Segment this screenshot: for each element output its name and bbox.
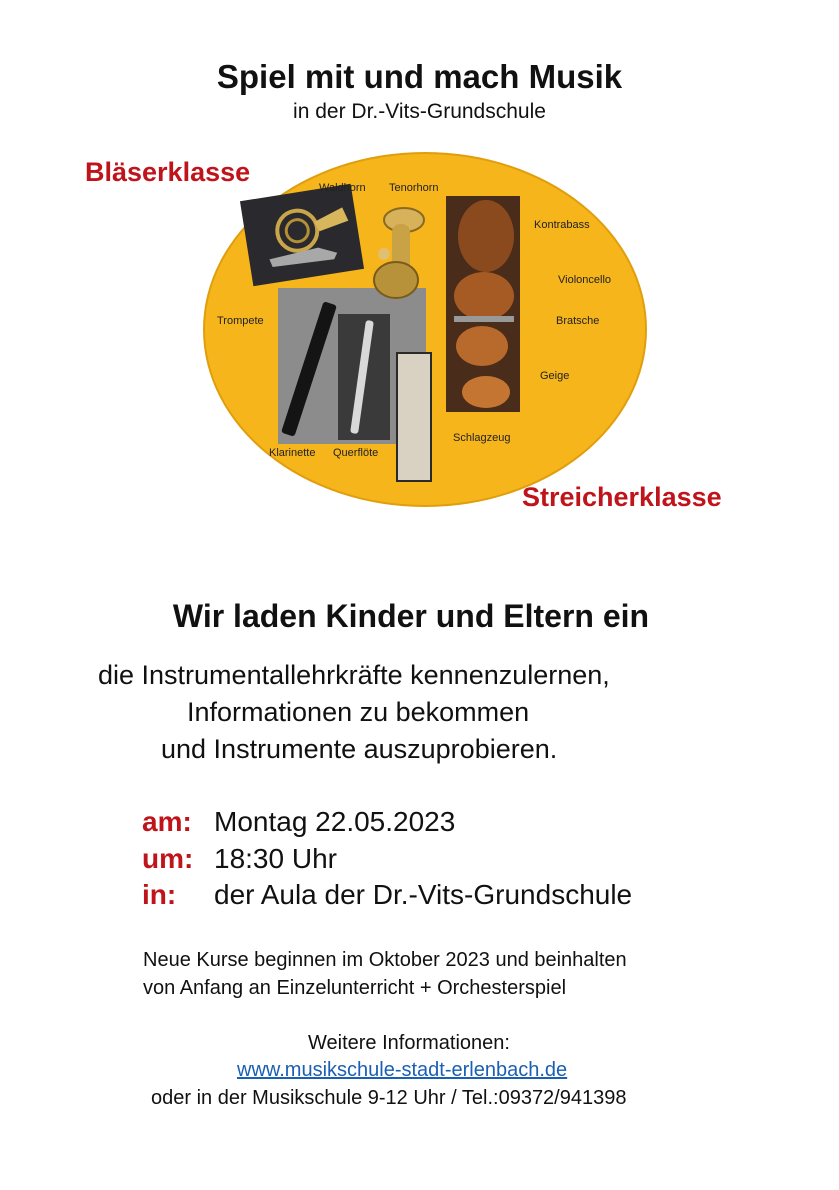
invite-line-3: und Instrumente auszuprobieren. (161, 734, 558, 764)
location-label: in: (142, 879, 177, 910)
time-label: um: (142, 843, 194, 874)
geige-label: Geige (540, 370, 570, 382)
waldhorn-image (240, 184, 364, 286)
kontrabass-label: Kontrabass (534, 219, 590, 231)
schlagzeug-image (396, 352, 432, 482)
tenorhorn-image (362, 198, 432, 311)
website-link[interactable]: www.musikschule-stadt-erlenbach.de (237, 1059, 568, 1081)
contact-phone-line: oder in der Musikschule 9-12 Uhr / Tel.:09372/941398 (151, 1087, 627, 1109)
streichinstrumente-image (446, 196, 520, 412)
time-value: 18:30 Uhr (214, 843, 337, 874)
trompete-label: Trompete (217, 315, 264, 327)
contact-label: Weitere Informationen: (308, 1032, 510, 1054)
page-subtitle: in der Dr.-Vits-Grundschule (293, 100, 546, 123)
querfloete-label: Querflöte (333, 447, 379, 459)
date-row (142, 806, 455, 838)
invite-heading: Wir laden Kinder und Eltern ein (172, 598, 650, 634)
invite-line-2: Informationen zu bekommen (187, 697, 530, 727)
location-value: der Aula der Dr.-Vits-Grundschule (214, 879, 633, 910)
courses-line-1: Neue Kurse beginnen im Oktober 2023 und beinhalten (143, 949, 627, 971)
violoncello-label: Violoncello (558, 274, 612, 286)
tenorhorn-label: Tenorhorn (389, 182, 439, 194)
schlagzeug-label: Schlagzeug (453, 432, 511, 444)
klarinette-label: Klarinette (269, 447, 316, 459)
invite-line-1: die Instrumentallehrkräfte kennenzulernen, (98, 660, 610, 690)
querfloete-image (338, 314, 390, 440)
location-row (142, 879, 632, 911)
date-value: Montag 22.05.2023 (214, 806, 456, 837)
time-row (142, 843, 337, 875)
blaeserklasse-heading: Bläserklasse (85, 157, 251, 187)
date-label: am: (142, 806, 192, 837)
page-title: Spiel mit und mach Musik (216, 58, 623, 95)
bratsche-label: Bratsche (556, 315, 600, 327)
courses-line-2: von Anfang an Einzelunterricht + Orchesterspiel (143, 977, 567, 999)
streicherklasse-heading: Streicherklasse (522, 482, 722, 512)
waldhorn-label: Waldhorn (319, 182, 366, 194)
